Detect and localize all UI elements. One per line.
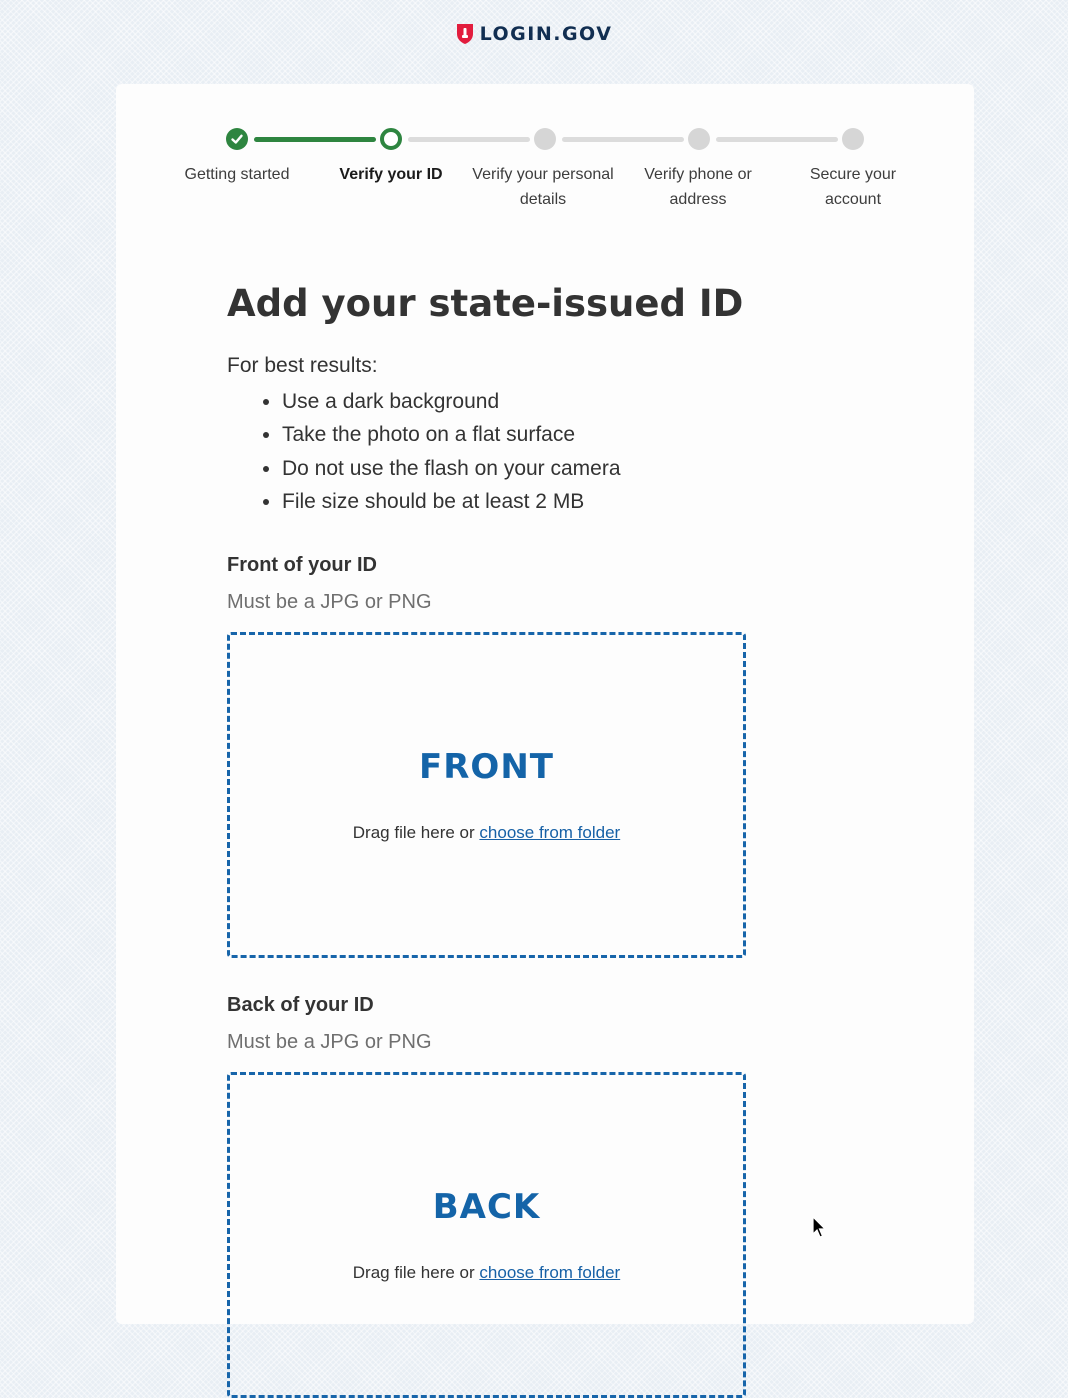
brand-name[interactable]: LOGIN.GOV <box>479 23 613 45</box>
tips-intro: For best results: <box>227 354 378 377</box>
step-pending-indicator <box>534 128 556 150</box>
tip-item: • Take the photo on a flat surface <box>282 418 621 451</box>
step-label-personal-details: Verify your personal details <box>472 166 614 208</box>
step-label-phone-address: Verify phone or address <box>644 166 752 208</box>
back-id-hint: Must be a JPG or PNG <box>227 1031 432 1053</box>
front-id-label: Front of your ID <box>227 554 377 576</box>
step-label-verify-id: Verify your ID <box>339 166 443 183</box>
step-connector-3 <box>562 137 684 142</box>
step-label-secure-account: Secure your account <box>809 166 897 208</box>
site-header <box>0 20 1068 48</box>
step-connector-4 <box>716 137 838 142</box>
front-choose-from-folder-link[interactable]: choose from folder <box>479 823 621 842</box>
drag-file-text: Drag file here or <box>352 1263 480 1282</box>
step-connector-1 <box>254 137 376 142</box>
back-dropzone-title: BACK <box>432 1187 541 1227</box>
tips-list <box>227 385 621 518</box>
front-dropzone-title: FRONT <box>419 747 554 787</box>
step-connector-2 <box>408 137 530 142</box>
back-id-label: Back of your ID <box>227 994 374 1016</box>
front-dropzone-instructions <box>230 823 743 843</box>
back-id-dropzone[interactable] <box>227 1072 746 1398</box>
mouse-cursor-icon <box>812 1216 828 1240</box>
shield-logo-icon <box>456 23 474 45</box>
step-pending-indicator <box>842 128 864 150</box>
front-id-hint: Must be a JPG or PNG <box>227 591 432 613</box>
page-title: Add your state-issued ID <box>227 282 744 325</box>
step-complete-check-icon <box>226 128 248 150</box>
back-dropzone-instructions <box>230 1263 743 1283</box>
back-choose-from-folder-link[interactable]: choose from folder <box>479 1263 621 1282</box>
step-label-getting-started: Getting started <box>184 166 290 183</box>
step-pending-indicator <box>688 128 710 150</box>
tip-item: • Do not use the flash on your camera <box>282 452 621 485</box>
step-current-indicator <box>380 128 402 150</box>
front-id-dropzone[interactable] <box>227 632 746 958</box>
tip-item: • File size should be at least 2 MB <box>282 485 621 518</box>
tip-item: • Use a dark background <box>282 385 621 418</box>
drag-file-text: Drag file here or <box>352 823 480 842</box>
